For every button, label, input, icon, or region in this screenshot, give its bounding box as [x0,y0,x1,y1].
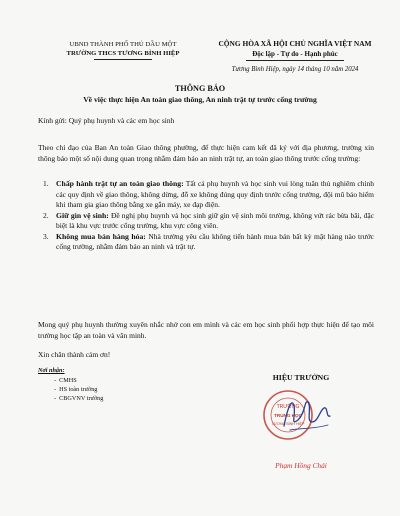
notice-item [43,210,374,232]
motto-underline [246,60,344,61]
item-heading: Không mua bán hàng hóa: [56,231,146,241]
document-date: Tương Bình Hiệp, ngày 14 tháng 10 năm 2024 [231,66,359,73]
item-text: Đề nghị phụ huynh và học sinh giữ gìn vệ sinh môi trường, không vứt rác bừa bãi, đặc biệt là khu vực trước cổng trường, khu vực công viên. [56,210,374,230]
notice-item [43,179,374,211]
thanks-line: Xin chân thành cảm ơn! [38,350,111,359]
document-title: THÔNG BÁO [174,84,226,93]
seal-text-bottom: TƯƠNG BÌNH HIỆP [271,422,305,426]
item-number: 3. [43,231,49,241]
nation-line-2: Độc lập - Tự do - Hạnh phúc [252,50,338,58]
agency-line-1: UBND THÀNH PHỐ THỦ DẦU MỘT [69,41,177,48]
seal-text-top: TRƯỜNG [276,404,300,410]
item-number: 1. [43,179,49,188]
agency-line-2: TRƯỜNG THCS TƯƠNG BÌNH HIỆP [66,50,180,57]
greeting: Kính gửi: Quý phụ huynh và các em học sinh [38,116,175,125]
recipients-block [38,366,103,403]
issuing-agency [38,40,208,60]
nation-line-1: CỘNG HÒA XÃ HỘI CHỦ NGHĨA VIỆT NAM [218,39,372,48]
closing-paragraph: Mong quý phụ huynh thường xuyên nhắc nhở con em mình và các em học sinh phối hợp thực hiện để tạo môi trường học tập an toàn và văn minh. [38,320,374,340]
intro-paragraph: Theo chỉ đạo của Ban An toàn Giao thông phường, để thực hiện cam kết đã ký với địa phương, trường xin thông báo một số nội dung quan trọng nhằm đảm bảo an ninh trật tự, an toàn giao thông trước cổng trường: [38,143,374,163]
item-text: Tất cả phụ huynh và học sinh vui lòng tuân thủ nghiêm chỉnh các quy định về giao thông, không dừng, đỗ xe không đúng quy định trước cổng trường, đội mũ bảo hiểm khi tham gia giao thông bằng xe gắn máy, xe đạp điện. [56,179,374,209]
seal-text-mid: TRUNG HỌC [274,413,302,418]
item-text: Nhà trường yêu cầu không tiến hành mua bán bất kỳ mặt hàng nào trước cổng trường, nhằm đảm bảo an ninh và trật tự. [56,231,374,251]
recipient-item: - CBGVNV trường [54,394,103,403]
recipient-item: - HS toàn trường [54,385,103,394]
item-number: 2. [43,210,49,220]
item-heading: Giữ gìn vệ sinh: [56,210,109,220]
notice-item [43,231,374,253]
item-heading: Chấp hành trật tự an toàn giao thông: [56,179,184,188]
national-motto [206,39,384,61]
agency-underline [94,59,152,60]
signer-name: Phạm Hồng Chái [275,461,327,470]
document-subtitle: Về việc thực hiện An toàn giao thông, An ninh trật tự trước cổng trường [83,95,317,104]
recipients-heading: Nơi nhận: [38,367,65,374]
signer-title: HIỆU TRƯỞNG [272,373,330,382]
recipients-list [38,376,103,403]
recipient-item: - CMHS [54,376,103,385]
handwritten-signature [278,392,334,436]
notice-items [43,179,374,253]
